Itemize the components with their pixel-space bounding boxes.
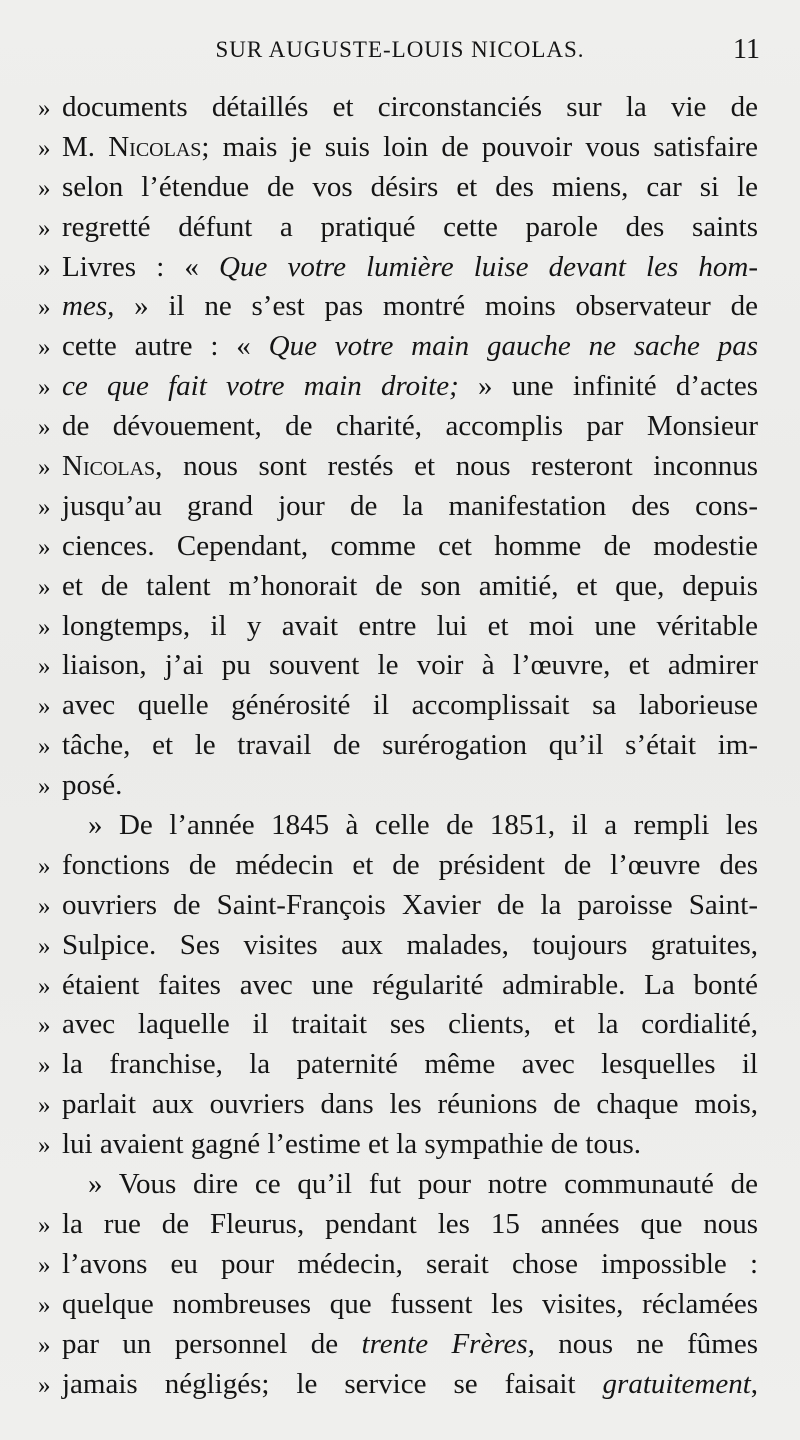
italic-text: Que votre lumière luise devant les hom-: [219, 250, 758, 283]
text-segment: posé.: [62, 769, 123, 802]
quote-mark: »: [38, 134, 51, 162]
text-segment: Sulpice. Ses visites aux malades, toujours gratuites,: [62, 928, 758, 961]
text-segment: longtemps, il y avait entre lui et moi une véritable: [62, 609, 758, 642]
text-segment: » Vous dire ce qu’il fut pour notre communauté de: [88, 1168, 758, 1201]
text-segment: par un personnel de: [62, 1327, 362, 1360]
text-line: [38, 806, 758, 846]
text-segment: ouvriers de Saint-François Xavier de la paroisse Saint-: [62, 888, 758, 921]
text-segment: parlait aux ouvriers dans les réunions de chaque mois,: [62, 1088, 758, 1121]
text-line: [38, 128, 758, 168]
text-line: [38, 1365, 758, 1405]
text-line: [38, 1325, 758, 1365]
text-segment: selon l’étendue de vos désirs et des miens, car si le: [62, 170, 758, 203]
text-line: [38, 208, 758, 248]
quote-mark: »: [38, 1012, 51, 1040]
quote-mark: »: [38, 414, 51, 442]
quote-mark: »: [38, 1211, 51, 1239]
text-line: [38, 1085, 758, 1125]
text-line: [38, 327, 758, 367]
text-segment: ciences. Cependant, comme cet homme de modestie: [62, 529, 758, 562]
quote-mark: »: [38, 653, 51, 681]
text-line: [38, 1285, 758, 1325]
text-segment: jusqu’au grand jour de la manifestation des cons-: [62, 489, 758, 522]
text-segment: ; mais je suis loin de pouvoir vous satisfaire: [201, 130, 758, 163]
text-segment: la rue de Fleurus, pendant les 15 années que nous: [62, 1207, 758, 1240]
text-line: [38, 1005, 758, 1045]
text-line: [38, 407, 758, 447]
quote-mark: »: [38, 573, 51, 601]
smallcaps-name: Nicolas: [62, 450, 156, 483]
quote-mark: »: [38, 773, 51, 801]
text-segment: étaient faites avec une régularité admirable. La bonté: [62, 968, 758, 1001]
quote-mark: »: [38, 1291, 51, 1319]
body-text: [38, 88, 758, 1404]
running-title: SUR AUGUSTE-LOUIS NICOLAS.: [215, 37, 585, 62]
quote-mark: »: [38, 334, 51, 362]
text-line: [38, 846, 758, 886]
quote-mark: »: [38, 454, 51, 482]
text-segment: liaison, j’ai pu souvent le voir à l’œuvre, et admirer: [62, 649, 758, 682]
text-segment: la franchise, la paternité même avec lesquelles il: [62, 1048, 758, 1081]
text-segment: jamais négligés; le service se faisait: [62, 1367, 603, 1400]
text-segment: fonctions de médecin et de président de l’œuvre des: [62, 848, 758, 881]
text-segment: regretté défunt a pratiqué cette parole des saints: [62, 210, 758, 243]
text-segment: Livres : «: [62, 250, 220, 283]
text-segment: lui avaient gagné l’estime et la sympathie de tous.: [62, 1128, 642, 1161]
text-line: [38, 1165, 758, 1205]
text-line: [38, 607, 758, 647]
quote-mark: »: [38, 95, 51, 122]
italic-text: trente Frères,: [361, 1327, 535, 1360]
text-line: [38, 88, 758, 128]
italic-text: mes,: [62, 290, 115, 323]
text-line: [38, 1205, 758, 1245]
quote-mark: »: [38, 852, 51, 880]
italic-text: ce que fait votre main droite;: [62, 370, 459, 403]
quote-mark: »: [38, 1132, 51, 1160]
text-segment: » il ne s’est pas montré moins observateur de: [114, 290, 758, 323]
text-segment: et de talent m’honorait de son amitié, et que, depuis: [62, 569, 758, 602]
quote-mark: »: [38, 1371, 51, 1399]
text-line: [38, 686, 758, 726]
text-line: [38, 766, 758, 806]
text-segment: avec laquelle il traitait ses clients, et la cordialité,: [62, 1008, 758, 1041]
text-line: [38, 966, 758, 1006]
quote-mark: »: [38, 892, 51, 920]
text-segment: nous ne fûmes: [534, 1327, 758, 1360]
text-segment: , nous sont restés et nous resteront inconnus: [155, 450, 758, 483]
text-line: [38, 287, 758, 327]
text-line: [38, 646, 758, 686]
text-segment: » une infinité d’actes: [458, 370, 758, 403]
smallcaps-name: Nicolas: [108, 130, 202, 163]
quote-mark: »: [38, 1251, 51, 1279]
text-segment: de dévouement, de charité, accomplis par Monsieur: [62, 410, 758, 443]
quote-mark: »: [38, 533, 51, 561]
text-segment: documents détaillés et circonstanciés sur la vie de: [62, 91, 758, 123]
text-line: [38, 567, 758, 607]
text-segment: l’avons eu pour médecin, serait chose impossible :: [62, 1247, 758, 1280]
text-segment: tâche, et le travail de surérogation qu’il s’était im-: [62, 729, 758, 762]
text-line: [38, 1245, 758, 1285]
quote-mark: »: [38, 613, 51, 641]
quote-mark: »: [38, 294, 51, 322]
text-line: [38, 926, 758, 966]
text-line: [38, 447, 758, 487]
text-segment: ,: [750, 1367, 758, 1400]
quote-mark: »: [38, 733, 51, 761]
quote-mark: »: [38, 972, 51, 1000]
quote-mark: »: [38, 932, 51, 960]
italic-text: gratuitement: [602, 1367, 751, 1400]
text-segment: cette autre : «: [62, 330, 269, 363]
quote-mark: »: [38, 1331, 51, 1359]
text-segment: » De l’année 1845 à celle de 1851, il a rempli les: [88, 809, 758, 842]
quote-mark: »: [38, 214, 51, 242]
quote-mark: »: [38, 1052, 51, 1080]
quote-mark: »: [38, 174, 51, 202]
quote-mark: »: [38, 374, 51, 402]
quote-mark: »: [38, 693, 51, 721]
quote-mark: »: [38, 254, 51, 282]
running-head: [40, 30, 760, 70]
text-segment: M.: [62, 130, 109, 163]
text-segment: quelque nombreuses que fussent les visites, réclamées: [62, 1287, 758, 1320]
text-line: [38, 1045, 758, 1085]
text-line: [38, 726, 758, 766]
page-number: 11: [733, 34, 760, 65]
text-line: [38, 527, 758, 567]
text-line: [38, 168, 758, 208]
text-segment: avec quelle générosité il accomplissait sa laborieuse: [62, 689, 758, 722]
text-line: [38, 248, 758, 288]
italic-text: Que votre main gauche ne sache pas: [268, 330, 758, 363]
quote-mark: »: [38, 1092, 51, 1120]
text-line: [38, 367, 758, 407]
text-line: [38, 886, 758, 926]
text-line: [38, 1125, 758, 1165]
quote-mark: »: [38, 493, 51, 521]
text-line: [38, 487, 758, 527]
